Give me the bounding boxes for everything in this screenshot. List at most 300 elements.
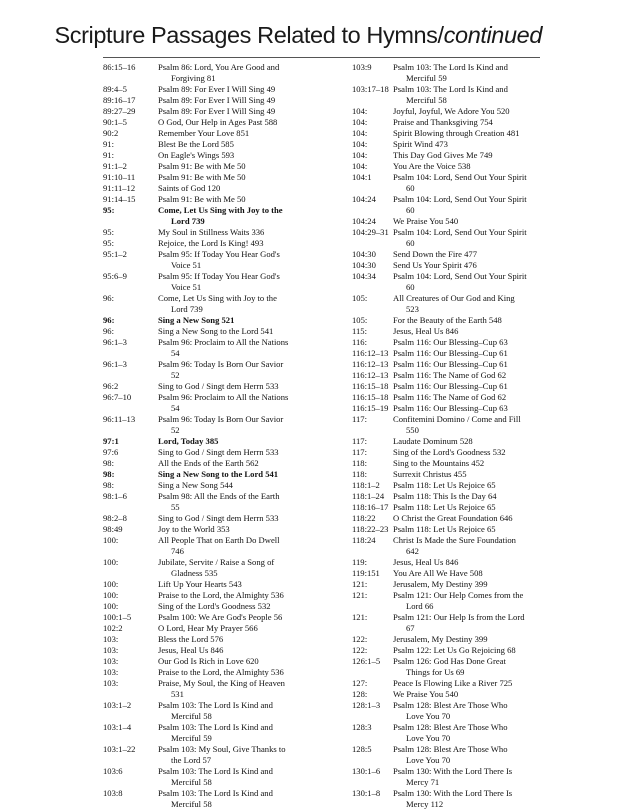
hymn-title-line: O Lord, Hear My Prayer 566: [158, 623, 258, 633]
hymn-title: [393, 326, 552, 337]
scripture-reference: 116:12–13: [352, 359, 389, 369]
hymn-title: [393, 117, 552, 128]
hymn-title-line: Rejoice, the Lord Is King! 493: [158, 238, 264, 248]
hymn-title: [158, 161, 348, 172]
scripture-reference: 104:24: [352, 216, 376, 226]
index-entry: [103, 62, 348, 84]
index-entry: [352, 722, 552, 744]
hymn-title: [393, 194, 552, 216]
hymn-title: [393, 700, 552, 722]
index-entry: [352, 436, 552, 447]
hymn-title-line: Remember Your Love 851: [158, 128, 250, 138]
hymn-title-line: Jubilate, Servite / Raise a Song of: [158, 557, 275, 567]
scripture-reference: 103:9: [352, 62, 372, 72]
hymn-title: [393, 678, 552, 689]
index-entry: [352, 590, 552, 612]
scripture-reference: 104:: [352, 161, 368, 171]
hymn-title: [158, 194, 348, 205]
hymn-title-continuation: Forgiving 81: [171, 73, 216, 83]
hymn-title: [158, 535, 348, 557]
hymn-title-line: Christ Is Made the Sure Foundation: [393, 535, 516, 545]
scripture-reference: 118:: [352, 469, 367, 479]
scripture-reference: 118:1–24: [352, 491, 385, 501]
hymn-title: [158, 656, 348, 667]
hymn-title: [393, 106, 552, 117]
hymn-title-continuation: 52: [171, 370, 180, 380]
hymn-title: [158, 623, 348, 634]
index-entry: [352, 392, 552, 403]
scripture-reference: 117:: [352, 447, 367, 457]
scripture-reference: 96:: [103, 293, 114, 303]
hymn-title-line: Psalm 95: If Today You Hear God's: [158, 249, 280, 259]
hymn-title-line: Praise, My Soul, the King of Heaven: [158, 678, 285, 688]
index-entry: [352, 579, 552, 590]
scripture-reference: 91:11–12: [103, 183, 136, 193]
scripture-reference: 103:17–18: [352, 84, 389, 94]
hymn-title-line: We Praise You 540: [393, 689, 459, 699]
index-entry: [103, 84, 348, 95]
hymn-title-continuation: Things for Us 69: [406, 667, 465, 677]
hymn-title: [158, 326, 348, 337]
hymn-title-line: Psalm 89: For Ever I Will Sing 49: [158, 106, 276, 116]
hymn-title-line: Psalm 91: Be with Me 50: [158, 172, 246, 182]
index-entry: [352, 502, 552, 513]
scripture-reference: 95:1–2: [103, 249, 127, 259]
hymn-title-line: You Are the Voice 538: [393, 161, 471, 171]
hymn-title: [158, 337, 348, 359]
index-entry: [352, 381, 552, 392]
index-entry: [352, 337, 552, 348]
hymn-title: [393, 161, 552, 172]
hymn-title-line: Psalm 121: Our Help Comes from the: [393, 590, 524, 600]
hymn-title-line: Psalm 98: All the Ends of the Earth: [158, 491, 280, 501]
index-entry: [352, 227, 552, 249]
hymn-title-line: Confitemini Domino / Come and Fill: [393, 414, 521, 424]
scripture-reference: 105:: [352, 293, 368, 303]
hymn-title: [158, 601, 348, 612]
index-entry: [103, 579, 348, 590]
index-entry: [103, 161, 348, 172]
scripture-reference: 104:24: [352, 194, 376, 204]
hymn-title: [393, 788, 552, 810]
hymn-title-line: We Praise You 540: [393, 216, 459, 226]
index-entry: [352, 403, 552, 414]
index-entry: [103, 700, 348, 722]
hymn-title-line: Psalm 122: Let Us Go Rejoicing 68: [393, 645, 516, 655]
index-entry: [103, 414, 348, 436]
index-entry: [103, 106, 348, 117]
index-entry: [103, 326, 348, 337]
hymn-title-continuation: 60: [406, 205, 415, 215]
index-entry: [352, 689, 552, 700]
scripture-reference: 104:29–31: [352, 227, 389, 237]
scripture-reference: 122:: [352, 645, 368, 655]
hymn-title: [393, 436, 552, 447]
hymn-title: [393, 491, 552, 502]
hymn-title: [158, 436, 348, 447]
hymn-title-line: O God, Our Help in Ages Past 588: [158, 117, 278, 127]
hymn-title-line: Psalm 103: The Lord Is Kind and: [158, 766, 273, 776]
scripture-reference: 100:: [103, 590, 119, 600]
scripture-reference: 100:: [103, 579, 119, 589]
hymn-title-continuation: 60: [406, 238, 415, 248]
hymn-title: [393, 84, 552, 106]
scripture-reference: 119:151: [352, 568, 380, 578]
hymn-title: [158, 667, 348, 678]
hymn-title-line: Spirit Blowing through Creation 481: [393, 128, 520, 138]
hymn-title: [158, 205, 348, 227]
hymn-title-line: Psalm 130: With the Lord There Is: [393, 788, 513, 798]
scripture-reference: 116:: [352, 337, 367, 347]
index-entry: [103, 524, 348, 535]
index-entry: [103, 590, 348, 601]
hymn-title-line: Sing to God / Singt dem Herrn 533: [158, 513, 279, 523]
hymn-title-line: Psalm 116: Our Blessing–Cup 61: [393, 348, 508, 358]
hymn-title: [393, 502, 552, 513]
hymn-title-line: Psalm 130: With the Lord There Is: [393, 766, 513, 776]
scripture-reference: 116:12–13: [352, 348, 389, 358]
hymn-title-continuation: Mercy 71: [406, 777, 440, 787]
hymn-title: [158, 678, 348, 700]
hymn-title: [158, 271, 348, 293]
index-entry: [103, 117, 348, 128]
hymn-title-line: This Day God Gives Me 749: [393, 150, 493, 160]
hymn-title-line: Jesus, Heal Us 846: [393, 557, 459, 567]
hymn-title-continuation: Merciful 58: [406, 95, 447, 105]
hymn-title: [393, 722, 552, 744]
hymn-title-line: Sing to the Mountains 452: [393, 458, 485, 468]
index-entry: [103, 678, 348, 700]
hymn-title-continuation: 54: [171, 403, 180, 413]
index-entry: [352, 62, 552, 84]
scripture-reference: 95:6–9: [103, 271, 127, 281]
hymn-title-line: Psalm 100: We Are God's People 56: [158, 612, 283, 622]
scripture-reference: 100:: [103, 535, 119, 545]
scripture-reference: 128:1–3: [352, 700, 381, 710]
scripture-reference: 122:: [352, 634, 368, 644]
hymn-title-line: Psalm 104: Lord, Send Out Your Spirit: [393, 271, 527, 281]
index-entry: [103, 612, 348, 623]
hymn-title-line: Psalm 103: My Soul, Give Thanks to: [158, 744, 286, 754]
hymn-title: [158, 238, 348, 249]
hymn-title: [393, 513, 552, 524]
scripture-reference: 91:1–2: [103, 161, 127, 171]
scripture-reference: 128:5: [352, 744, 372, 754]
hymn-title: [158, 381, 348, 392]
hymn-title-continuation: Merciful 58: [171, 777, 212, 787]
hymn-title: [158, 590, 348, 601]
hymn-title: [393, 469, 552, 480]
hymn-title-continuation: 523: [406, 304, 419, 314]
hymn-title: [393, 656, 552, 678]
hymn-title-line: Psalm 103: The Lord Is Kind and: [393, 84, 508, 94]
hymn-title: [158, 150, 348, 161]
index-entry: [352, 447, 552, 458]
hymn-title-line: Psalm 116: Our Blessing–Cup 63: [393, 403, 508, 413]
hymn-title-line: Psalm 116: Our Blessing–Cup 61: [393, 381, 508, 391]
index-entry: [352, 414, 552, 436]
hymn-title-line: Psalm 116: Our Blessing–Cup 63: [393, 337, 508, 347]
index-entry: [352, 161, 552, 172]
hymn-title: [158, 579, 348, 590]
index-entry: [103, 436, 348, 447]
scripture-reference: 96:1–3: [103, 337, 127, 347]
scripture-reference: 90:1–5: [103, 117, 127, 127]
hymn-title: [393, 260, 552, 271]
scripture-reference: 98:49: [103, 524, 123, 534]
hymn-title: [393, 139, 552, 150]
hymn-title: [393, 568, 552, 579]
scripture-reference: 103:: [103, 667, 119, 677]
hymn-title-continuation: Lord 739: [171, 304, 203, 314]
hymn-title: [158, 183, 348, 194]
index-entry: [103, 205, 348, 227]
hymn-title-continuation: Merciful 59: [406, 73, 447, 83]
hymn-title-line: Spirit Wind 473: [393, 139, 448, 149]
scripture-reference: 118:24: [352, 535, 376, 545]
page-title: [0, 22, 640, 49]
index-entry: [352, 458, 552, 469]
hymn-title-line: Sing of the Lord's Goodness 532: [393, 447, 506, 457]
hymn-title: [393, 271, 552, 293]
hymn-title-line: Psalm 89: For Ever I Will Sing 49: [158, 84, 276, 94]
index-entry: [352, 557, 552, 568]
scripture-reference: 104:: [352, 139, 368, 149]
index-entry: [352, 117, 552, 128]
scripture-reference: 103:8: [103, 788, 123, 798]
index-entry: [103, 194, 348, 205]
hymn-title: [393, 744, 552, 766]
hymn-title: [393, 392, 552, 403]
hymn-title: [393, 172, 552, 194]
hymn-title-continuation: 550: [406, 425, 419, 435]
index-entry: [352, 128, 552, 139]
hymn-title-line: Laudate Dominum 528: [393, 436, 473, 446]
scripture-reference: 116:15–18: [352, 381, 389, 391]
scripture-reference: 98:: [103, 458, 114, 468]
index-entry: [352, 172, 552, 194]
hymn-title-line: Sing a New Song to the Lord 541: [158, 326, 274, 336]
hymn-title-line: Psalm 128: Blest Are Those Who: [393, 744, 508, 754]
index-entry: [352, 139, 552, 150]
hymn-title-line: Sing a New Song to the Lord 541: [158, 469, 279, 479]
index-entry: [103, 238, 348, 249]
hymn-title: [393, 645, 552, 656]
hymn-title-line: O Christ the Great Foundation 646: [393, 513, 513, 523]
hymn-title-line: Psalm 95: If Today You Hear God's: [158, 271, 280, 281]
scripture-reference: 130:1–6: [352, 766, 381, 776]
hymn-title: [158, 788, 348, 810]
index-entry: [352, 150, 552, 161]
right-index-column: [352, 62, 552, 810]
hymn-title-line: Bless the Lord 576: [158, 634, 224, 644]
hymn-title-line: Sing to God / Singt dem Herrn 533: [158, 447, 279, 457]
hymn-title: [393, 337, 552, 348]
scripture-reference: 116:15–18: [352, 392, 389, 402]
hymn-title-line: All Creatures of Our God and King: [393, 293, 515, 303]
hymn-title: [158, 513, 348, 524]
index-entry: [352, 744, 552, 766]
hymn-title: [393, 414, 552, 436]
hymn-title: [393, 524, 552, 535]
hymn-title: [393, 348, 552, 359]
index-entry: [352, 326, 552, 337]
hymn-title: [158, 700, 348, 722]
hymn-title-continuation: the Lord 57: [171, 755, 212, 765]
index-entry: [103, 645, 348, 656]
index-entry: [103, 722, 348, 744]
scripture-reference: 103:: [103, 645, 119, 655]
hymn-title: [158, 557, 348, 579]
page-title-continued: continued: [443, 22, 542, 48]
hymn-title-line: Peace Is Flowing Like a River 725: [393, 678, 513, 688]
scripture-reference: 102:2: [103, 623, 123, 633]
scripture-reference: 104:1: [352, 172, 372, 182]
scripture-reference: 103:: [103, 656, 119, 666]
hymn-title-line: Sing a New Song 521: [158, 315, 235, 325]
scripture-reference: 104:: [352, 128, 368, 138]
hymn-title-continuation: 746: [171, 546, 184, 556]
scripture-reference: 126:1–5: [352, 656, 381, 666]
index-entry: [352, 634, 552, 645]
scripture-reference: 103:1–2: [103, 700, 132, 710]
index-entry: [352, 216, 552, 227]
index-entry: [103, 249, 348, 271]
hymn-title-line: Come, Let Us Sing with Joy to the: [158, 205, 283, 215]
page-title-main: Scripture Passages Related to Hymns/: [54, 22, 444, 48]
index-entry: [352, 612, 552, 634]
hymn-title: [393, 128, 552, 139]
index-entry: [103, 315, 348, 326]
hymn-title: [158, 62, 348, 84]
scripture-reference: 103:1–22: [103, 744, 136, 754]
hymn-title: [158, 249, 348, 271]
hymn-title-line: Sing a New Song 544: [158, 480, 233, 490]
index-entry: [352, 194, 552, 216]
hymn-title: [393, 315, 552, 326]
scripture-reference: 98:: [103, 480, 114, 490]
hymn-title: [158, 293, 348, 315]
index-entry: [103, 491, 348, 513]
hymn-title-continuation: 642: [406, 546, 419, 556]
hymn-title-line: My Soul in Stillness Waits 336: [158, 227, 265, 237]
scripture-reference: 104:: [352, 106, 368, 116]
index-entry: [103, 557, 348, 579]
hymn-title-line: Psalm 104: Lord, Send Out Your Spirit: [393, 227, 527, 237]
scripture-reference: 95:: [103, 227, 114, 237]
hymn-title: [158, 744, 348, 766]
hymn-title: [393, 381, 552, 392]
scripture-reference: 96:: [103, 315, 115, 325]
scripture-reference: 103:6: [103, 766, 123, 776]
hymn-title-continuation: 60: [406, 183, 415, 193]
hymn-title-continuation: Love You 70: [406, 733, 451, 743]
hymn-title-continuation: 52: [171, 425, 180, 435]
hymn-title-continuation: Love You 70: [406, 711, 451, 721]
hymn-title-line: Psalm 116: The Name of God 62: [393, 392, 507, 402]
hymn-title-line: Psalm 103: The Lord Is Kind and: [158, 788, 273, 798]
hymn-title-line: Psalm 103: The Lord Is Kind and: [158, 722, 273, 732]
index-entry: [352, 315, 552, 326]
index-entry: [103, 788, 348, 810]
hymn-title: [158, 458, 348, 469]
hymn-title: [158, 95, 348, 106]
scripture-reference: 98:: [103, 469, 115, 479]
index-entry: [352, 271, 552, 293]
hymn-title-line: Our God Is Rich in Love 620: [158, 656, 259, 666]
hymn-title-line: Jesus, Heal Us 846: [393, 326, 459, 336]
hymn-title: [393, 403, 552, 414]
hymn-title: [393, 227, 552, 249]
hymn-title: [158, 491, 348, 513]
hymn-title-continuation: 54: [171, 348, 180, 358]
hymn-title-line: Send Down the Fire 477: [393, 249, 478, 259]
hymn-title: [158, 766, 348, 788]
hymn-title-line: Psalm 118: Let Us Rejoice 65: [393, 524, 496, 534]
hymn-title-line: Saints of God 120: [158, 183, 221, 193]
hymn-title-line: Psalm 126: God Has Done Great: [393, 656, 506, 666]
hymn-title: [393, 249, 552, 260]
scripture-reference: 91:: [103, 150, 114, 160]
index-entry: [103, 535, 348, 557]
scripture-reference: 103:: [103, 678, 119, 688]
hymn-title: [158, 315, 348, 326]
hymn-title-line: Come, Let Us Sing with Joy to the: [158, 293, 277, 303]
index-entry: [352, 480, 552, 491]
index-entry: [352, 249, 552, 260]
index-entry: [352, 370, 552, 381]
scripture-reference: 89:4–5: [103, 84, 127, 94]
hymn-title: [158, 172, 348, 183]
hymn-title-continuation: 67: [406, 623, 415, 633]
index-entry: [103, 271, 348, 293]
scripture-reference: 103:: [103, 634, 119, 644]
scripture-reference: 95:: [103, 238, 114, 248]
scripture-reference: 96:2: [103, 381, 119, 391]
scripture-reference: 100:: [103, 601, 119, 611]
scripture-reference: 117:: [352, 414, 367, 424]
scripture-reference: 104:34: [352, 271, 376, 281]
hymn-title: [393, 590, 552, 612]
index-entry: [352, 469, 552, 480]
index-entry: [352, 788, 552, 810]
index-entry: [103, 139, 348, 150]
index-entry: [352, 568, 552, 579]
scripture-reference: 100:: [103, 557, 119, 567]
hymn-title: [393, 535, 552, 557]
index-entry: [103, 513, 348, 524]
scripture-reference: 96:1–3: [103, 359, 127, 369]
index-entry: [352, 766, 552, 788]
index-entry: [103, 95, 348, 106]
scripture-reference: 119:: [352, 557, 367, 567]
scripture-reference: 105:: [352, 315, 368, 325]
scripture-reference: 91:14–15: [103, 194, 136, 204]
scripture-reference: 96:7–10: [103, 392, 132, 402]
scripture-reference: 89:16–17: [103, 95, 136, 105]
hymn-title: [158, 414, 348, 436]
scripture-reference: 118:16–17: [352, 502, 389, 512]
index-entry: [103, 150, 348, 161]
hymn-title: [158, 128, 348, 139]
index-entry: [103, 634, 348, 645]
hymn-title-continuation: Mercy 112: [406, 799, 444, 809]
scripture-reference: 127:: [352, 678, 368, 688]
index-entry: [103, 447, 348, 458]
hymn-title-line: All People That on Earth Do Dwell: [158, 535, 280, 545]
hymn-title-line: Praise to the Lord, the Almighty 536: [158, 667, 284, 677]
hymn-title-line: Sing of the Lord's Goodness 532: [158, 601, 271, 611]
